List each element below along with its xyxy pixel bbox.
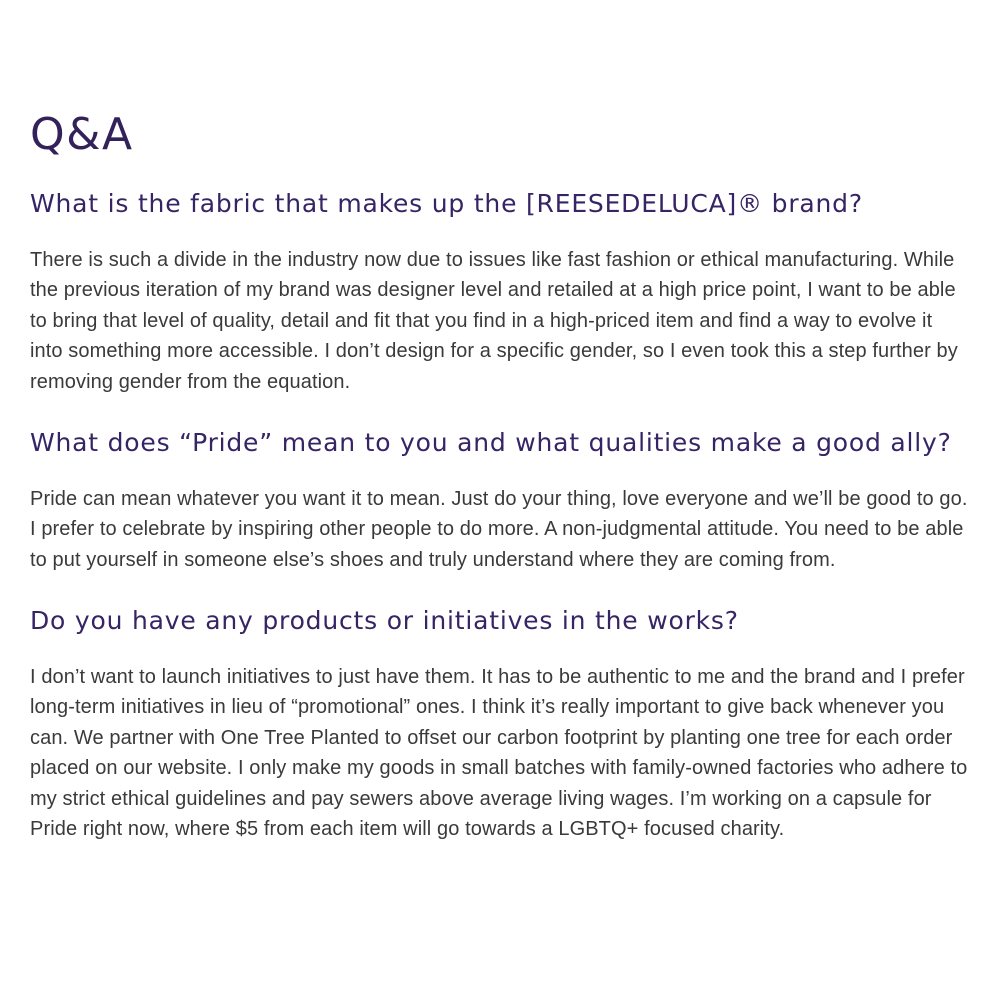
question-heading-initiatives: Do you have any products or initiatives in the works?: [30, 606, 739, 636]
qa-section-fabric: [30, 188, 968, 397]
question-heading-pride-meaning: What does “Pride” mean to you and what qualities make a good ally?: [30, 428, 952, 458]
question-heading-fabric: What is the fabric that makes up the [REESEDELUCA]® brand?: [30, 189, 863, 219]
answer-paragraph-initiatives: I don’t want to launch initiatives to just have them. It has to be authentic to me and the brand and I prefer long-term initiatives in lieu of “promotional” ones. I think it’s really important to give back whenever you can. We partner with One Tree Planted to offset our carbon footprint by planting one tree for each order placed on our website. I only make my goods in small batches with family-owned factories who adhere to my strict ethical guidelines and pay sewers above average living wages. I’m working on a capsule for Pride right now, where $5 from each item will go towards a LGBTQ+ focused charity.: [30, 665, 968, 841]
qa-section-initiatives: [30, 605, 968, 845]
qa-section-pride-meaning: [30, 427, 968, 575]
answer-paragraph-fabric: There is such a divide in the industry now due to issues like fast fashion or ethical manufacturing. While the previous iteration of my brand was designer level and retailed at a high price point, I want to be able to bring that level of quality, detail and fit that you find in a high-priced item and find a way to evolve it into something more accessible. I don’t design for a specific gender, so I even took this a step further by removing gender from the equation.: [30, 248, 958, 393]
page-title: Q&A: [30, 109, 134, 160]
answer-paragraph-pride-meaning: Pride can mean whatever you want it to mean. Just do your thing, love everyone and we’ll be good to go. I prefer to celebrate by inspiring other people to do more. A non-judgmental attitude. You need to be able to put yourself in someone else’s shoes and truly understand where they are coming from.: [30, 487, 968, 571]
